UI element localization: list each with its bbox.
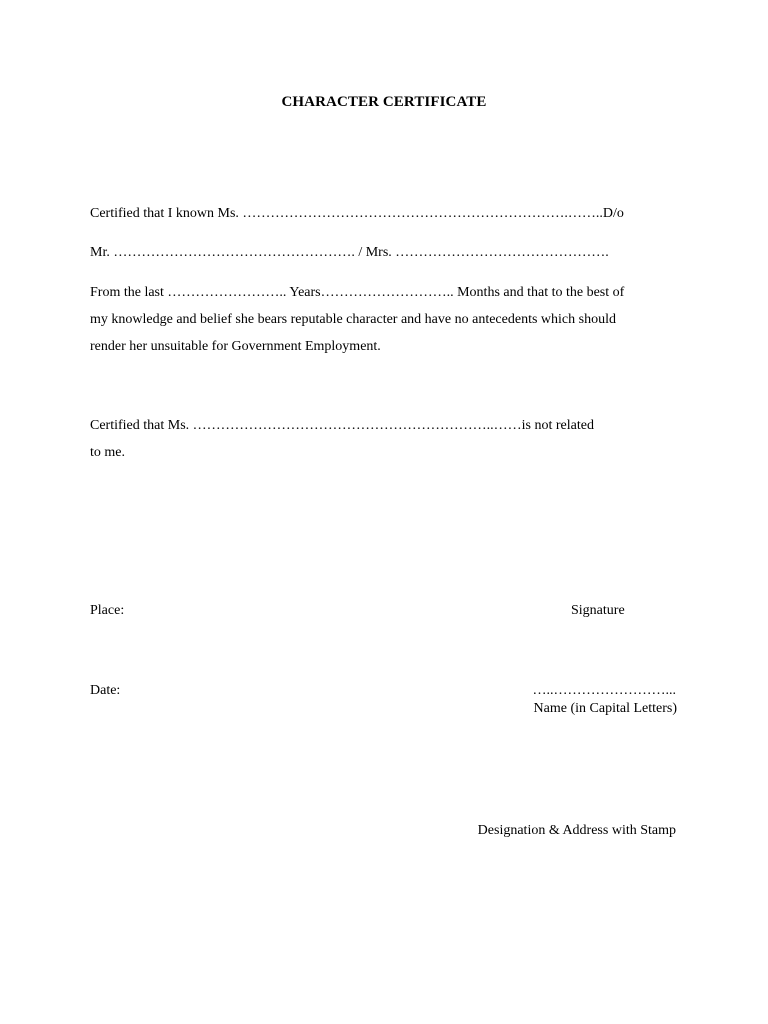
date-label: Date: (90, 683, 121, 698)
para1-line2: Mr. ……………………………………………. / Mrs. ………………………………………. (90, 245, 609, 260)
para1-line3: From the last …………………….. Years……………………….. Months and that to the best of (90, 285, 625, 300)
designation-label: Designation & Address with Stamp (477, 823, 676, 838)
para2-line1: Certified that Ms. ………………………………………………………..……is not related (90, 418, 594, 433)
place-label: Place: (90, 603, 125, 618)
para2-line2: to me. (90, 445, 125, 460)
para1-line1: Certified that I known Ms. …………………………………………………………….……..D/o (90, 206, 624, 221)
signature-label: Signature (571, 603, 625, 618)
para1-line5: render her unsuitable for Government Employment. (90, 339, 381, 354)
para1-line4: my knowledge and belief she bears reputable character and have no antecedents which should (90, 312, 616, 327)
page-title: CHARACTER CERTIFICATE (281, 94, 487, 110)
name-dots: …..……………………... (532, 683, 676, 698)
name-label: Name (in Capital Letters) (533, 701, 677, 716)
